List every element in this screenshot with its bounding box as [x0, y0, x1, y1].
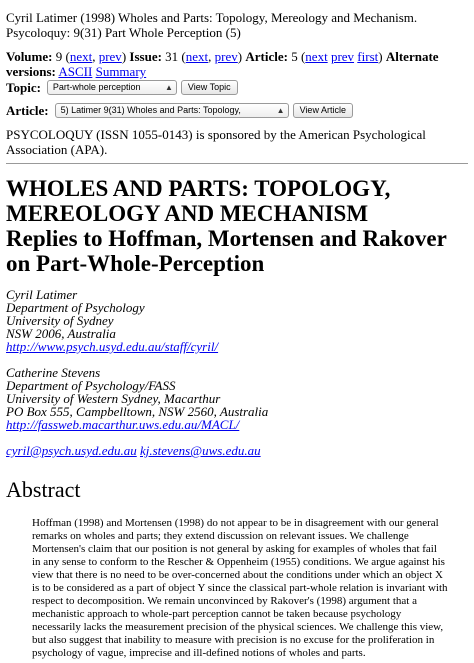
issue-label: Issue: [129, 49, 162, 64]
article-next-link[interactable]: next [305, 49, 328, 64]
view-topic-button[interactable]: View Topic [181, 80, 238, 95]
author-2-dept: Department of Psychology/FASS [6, 378, 176, 393]
chevron-updown-icon: ▲︎ [276, 106, 285, 115]
author-1-dept: Department of Psychology [6, 300, 145, 315]
author-1-url[interactable]: http://www.psych.usyd.edu.au/staff/cyril/ [6, 339, 219, 354]
view-article-button[interactable]: View Article [293, 103, 353, 118]
emails [6, 444, 468, 457]
author-1-addr: NSW 2006, Australia [6, 326, 116, 341]
volume-next-link[interactable]: next [69, 49, 93, 64]
article-title [6, 176, 468, 276]
topic-label: Topic: [6, 80, 41, 95]
topic-row [6, 80, 468, 95]
navigation-meta: Volume: 9 (next, prev) Issue: 31 (next, prev) Article: 5 (next prev first) Alternate versions: ASCII Summary [6, 49, 439, 79]
article-select[interactable] [55, 103, 289, 118]
title-line-3: Replies to Hoffman, Mortensen and Rakover [6, 226, 447, 251]
topic-select[interactable] [47, 80, 177, 95]
author-1 [6, 288, 468, 353]
issue-prev-link[interactable]: prev [214, 49, 238, 64]
author-2-addr: PO Box 555, Campbelltown, NSW 2560, Australia [6, 404, 269, 419]
author-1-uni: University of Sydney [6, 313, 114, 328]
article-select-label: Article: [6, 103, 49, 118]
author-2 [6, 366, 468, 431]
author-2-uni: University of Western Sydney, Macarthur [6, 391, 221, 406]
author-2-url[interactable]: http://fassweb.macarthur.uws.edu.au/MACL/ [6, 417, 240, 432]
article-label: Article: [245, 49, 288, 64]
divider [6, 163, 468, 164]
citation-header: Cyril Latimer (1998) Wholes and Parts: Topology, Mereology and Mechanism. Psycoloquy: 9(31) Part Whole Perception (5) [6, 10, 418, 40]
ascii-link[interactable]: ASCII [58, 64, 93, 79]
email-1-link[interactable]: cyril@psych.usyd.edu.au [6, 443, 137, 458]
issue-next-link[interactable]: next [185, 49, 209, 64]
abstract-text: Hoffman (1998) and Mortensen (1998) do not appear to be in disagreement with our general remarks on wholes and parts; they extend discussion on relevant issues. We challenge Mortensen's claim that our position is not general by asking for examples of wholes that fail in any sense to conform to the Rescher & Oppenheim (1955) conditions. We argue against his view that there is no need to be over-concerned about the conditions under which an object X is to be considered as a part of object Y since the classical part-whole relation is invariant with respect to decomposition. We remain unconvinced by Rakover's (1998) argument that a mechanistic approach to whole-part perception cannot be taken because psychology necessarily lacks the measurement precision of the physical sciences. We challenge this view, but also suggest that inability to measure with precision is no excuse for the proliferation in psychology of vague, imprecise and ill-defined notions of wholes and parts. [32, 517, 448, 659]
topic-select-value: Part-whole perception [52, 82, 141, 92]
author-1-name: Cyril Latimer [6, 287, 78, 302]
volume-label: Volume: [6, 49, 53, 64]
title-line-4: on Part-Whole-Perception [6, 251, 265, 276]
article-value: 5 [291, 49, 298, 64]
volume-value: 9 [55, 49, 63, 64]
authors [6, 288, 468, 457]
abstract-heading: Abstract [6, 477, 81, 502]
title-line-1: WHOLES AND PARTS: TOPOLOGY, [6, 176, 391, 201]
title-line-2: MEREOLOGY AND MECHANISM [6, 201, 369, 226]
alternate-versions-label: Alternate versions: [6, 49, 439, 79]
article-select-value: 5) Latimer 9(31) Wholes and Parts: Topology, [60, 105, 241, 115]
article-first-link[interactable]: first [357, 49, 379, 64]
summary-link[interactable]: Summary [95, 64, 147, 79]
article-row [6, 103, 468, 118]
volume-prev-link[interactable]: prev [98, 49, 122, 64]
chevron-updown-icon: ▲︎ [165, 83, 173, 92]
author-2-name: Catherine Stevens [6, 365, 101, 380]
article-prev-link[interactable]: prev [330, 49, 355, 64]
email-2-link[interactable]: kj.stevens@uws.edu.au [139, 443, 261, 458]
issue-value: 31 [165, 49, 179, 64]
sponsor-notice: PSYCOLOQUY (ISSN 1055-0143) is sponsored by the American Psychological Association (APA). [6, 127, 426, 157]
